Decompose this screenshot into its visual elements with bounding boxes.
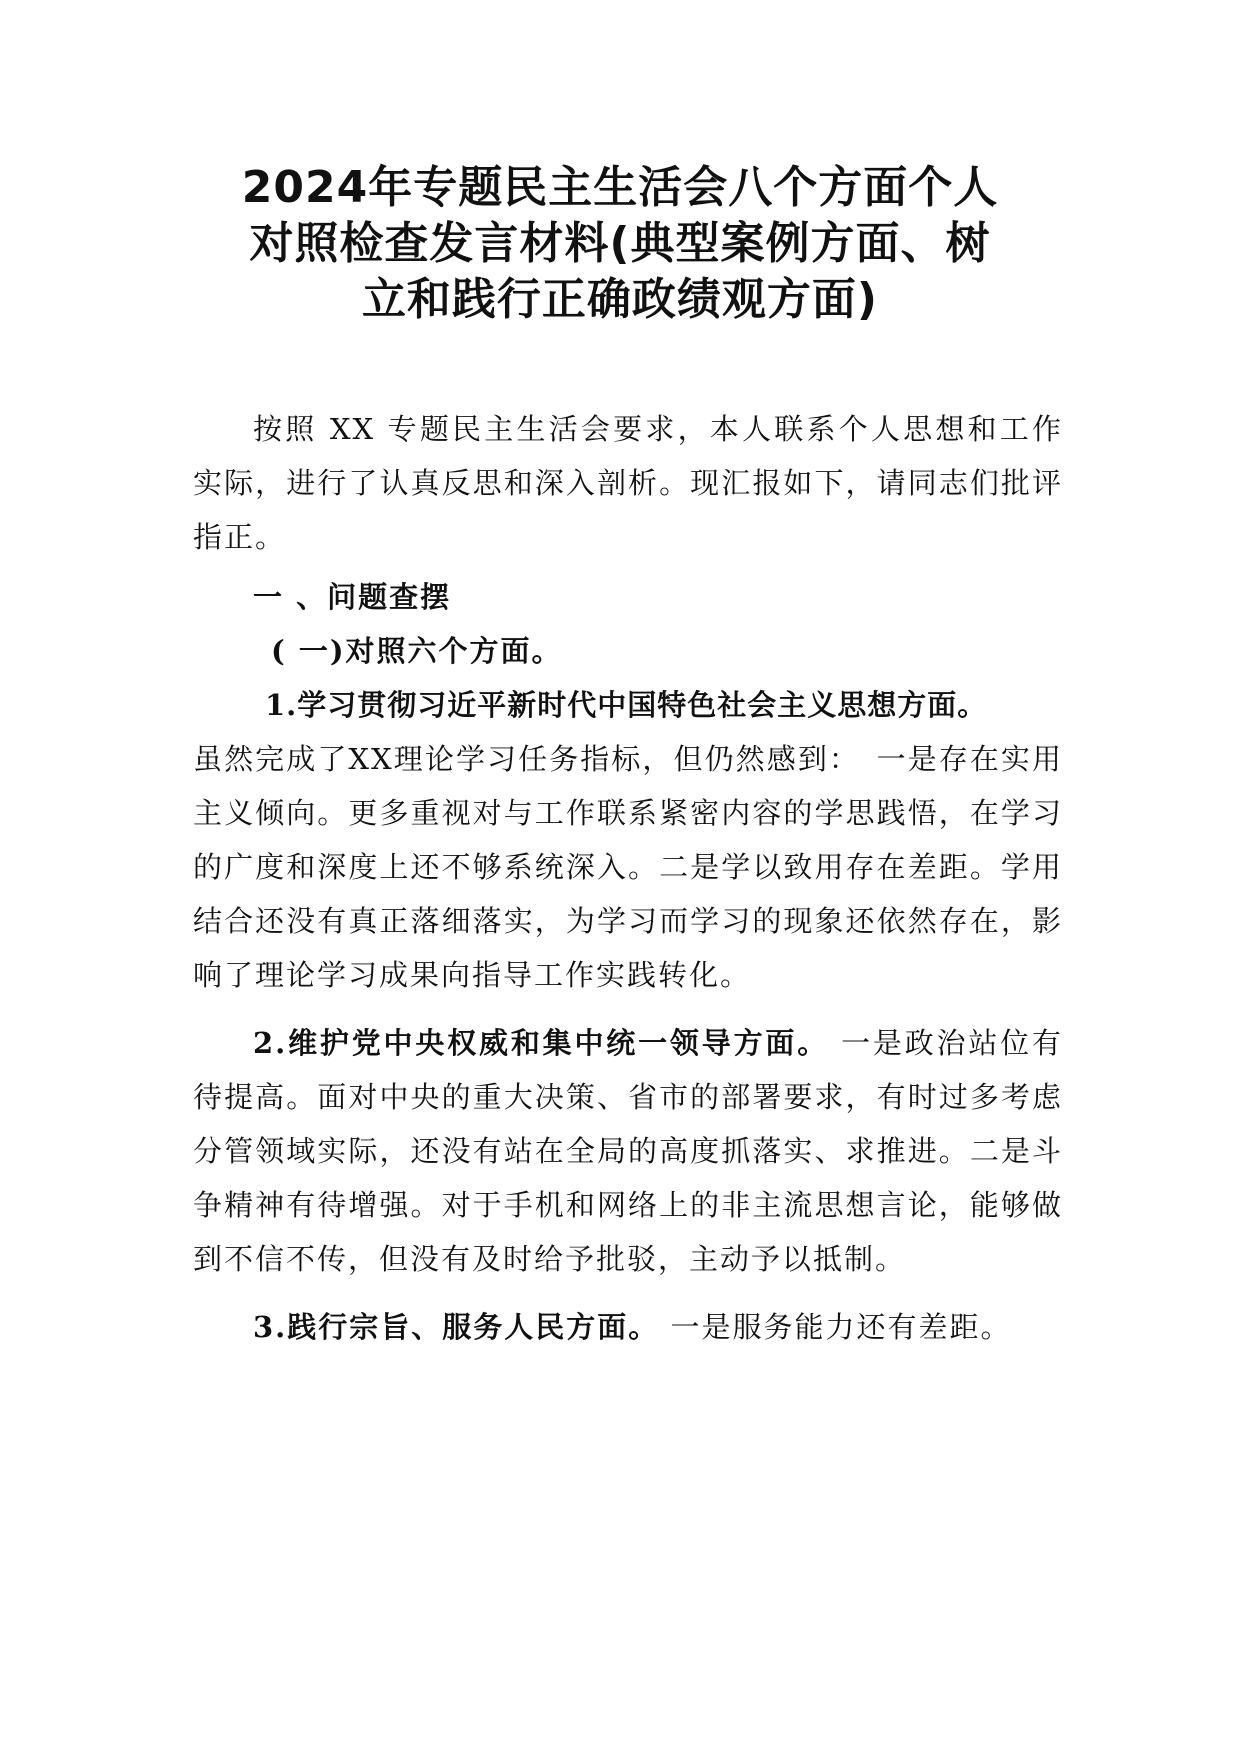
item-heading-1: 1.学习贯彻习近平新时代中国特色社会主义思想方面。 [265,688,988,722]
title-line-2: 对照检查发言材料(典型案例方面、树 [249,218,991,269]
document-title [150,160,1090,328]
title-line-1: 2024年专题民主生活会八个方面个人 [241,162,999,213]
item-text-2: 一是政治站位有待提高。面对中央的重大决策、省市的部署要求，有时过多考虑分管领域实际，还没有站在全局的高度抓落实、求推进。二是斗争精神有待增强。对于手机和网络上的非主流思想言论，能够做到不信不传，但没有及时给予批驳，主动予以抵制。 [193,1026,1064,1276]
item-text-3: 一是服务能力还有差距。 [659,1310,1012,1344]
item-paragraph-2 [193,1016,1063,1286]
intro-paragraph: 按照 XX 专题民主生活会要求，本人联系个人思想和工作实际，进行了认真反思和深入剖析。现汇报如下，请同志们批评指正。 [193,412,1063,554]
item-paragraph-3 [193,1300,1063,1354]
document-body [193,402,1063,1354]
item-heading-2: 2.维护党中央权威和集中统一领导方面。 [253,1026,830,1060]
subsection-heading-six-aspects: ( 一)对照六个方面。 [271,634,563,668]
title-line-3: 立和践行正确政绩观方面) [361,274,879,325]
item-paragraph-1: 虽然完成了XX理论学习任务指标，但仍然感到： 一是存在实用主义倾向。更多重视对与工作联系紧密内容的学思践悟，在学习的广度和深度上还不够系统深入。二是学以致用存在差距。学用结合还没有真正落细落实，为学习而学习的现象还依然存在，影响了理论学习成果向指导工作实践转化。 [193,742,1063,992]
section-heading-problems: 一 、问题查摆 [253,580,452,614]
item-heading-3: 3.践行宗旨、服务人民方面。 [253,1310,660,1344]
